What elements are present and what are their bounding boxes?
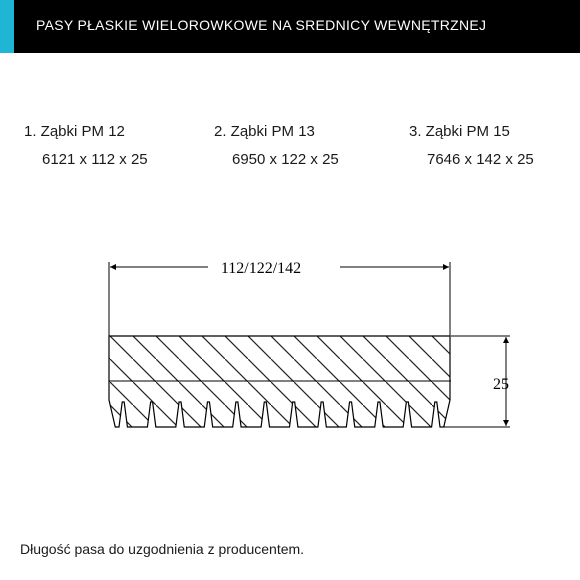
height-dimension-label: 25: [493, 376, 509, 393]
spec-dimensions: 6121 x 112 x 25: [42, 151, 148, 168]
spec-label: 3. Ząbki PM 15: [409, 123, 510, 140]
belt-hatch-fill: [100, 330, 460, 435]
spec-label: 2. Ząbki PM 13: [214, 123, 315, 140]
belt-profile: [100, 330, 460, 435]
width-dimension-label: 112/122/142: [220, 260, 302, 277]
page-title: PASY PŁASKIE WIELOROWKOWE NA SREDNICY WEWNĘTRZNEJ: [36, 17, 487, 33]
spec-label: 1. Ząbki PM 12: [24, 123, 125, 140]
footer-note: Długość pasa do uzgodnienia z producentem.: [20, 541, 305, 557]
spec-dimensions: 6950 x 122 x 25: [232, 151, 339, 168]
spec-dimensions: 7646 x 142 x 25: [427, 151, 534, 168]
